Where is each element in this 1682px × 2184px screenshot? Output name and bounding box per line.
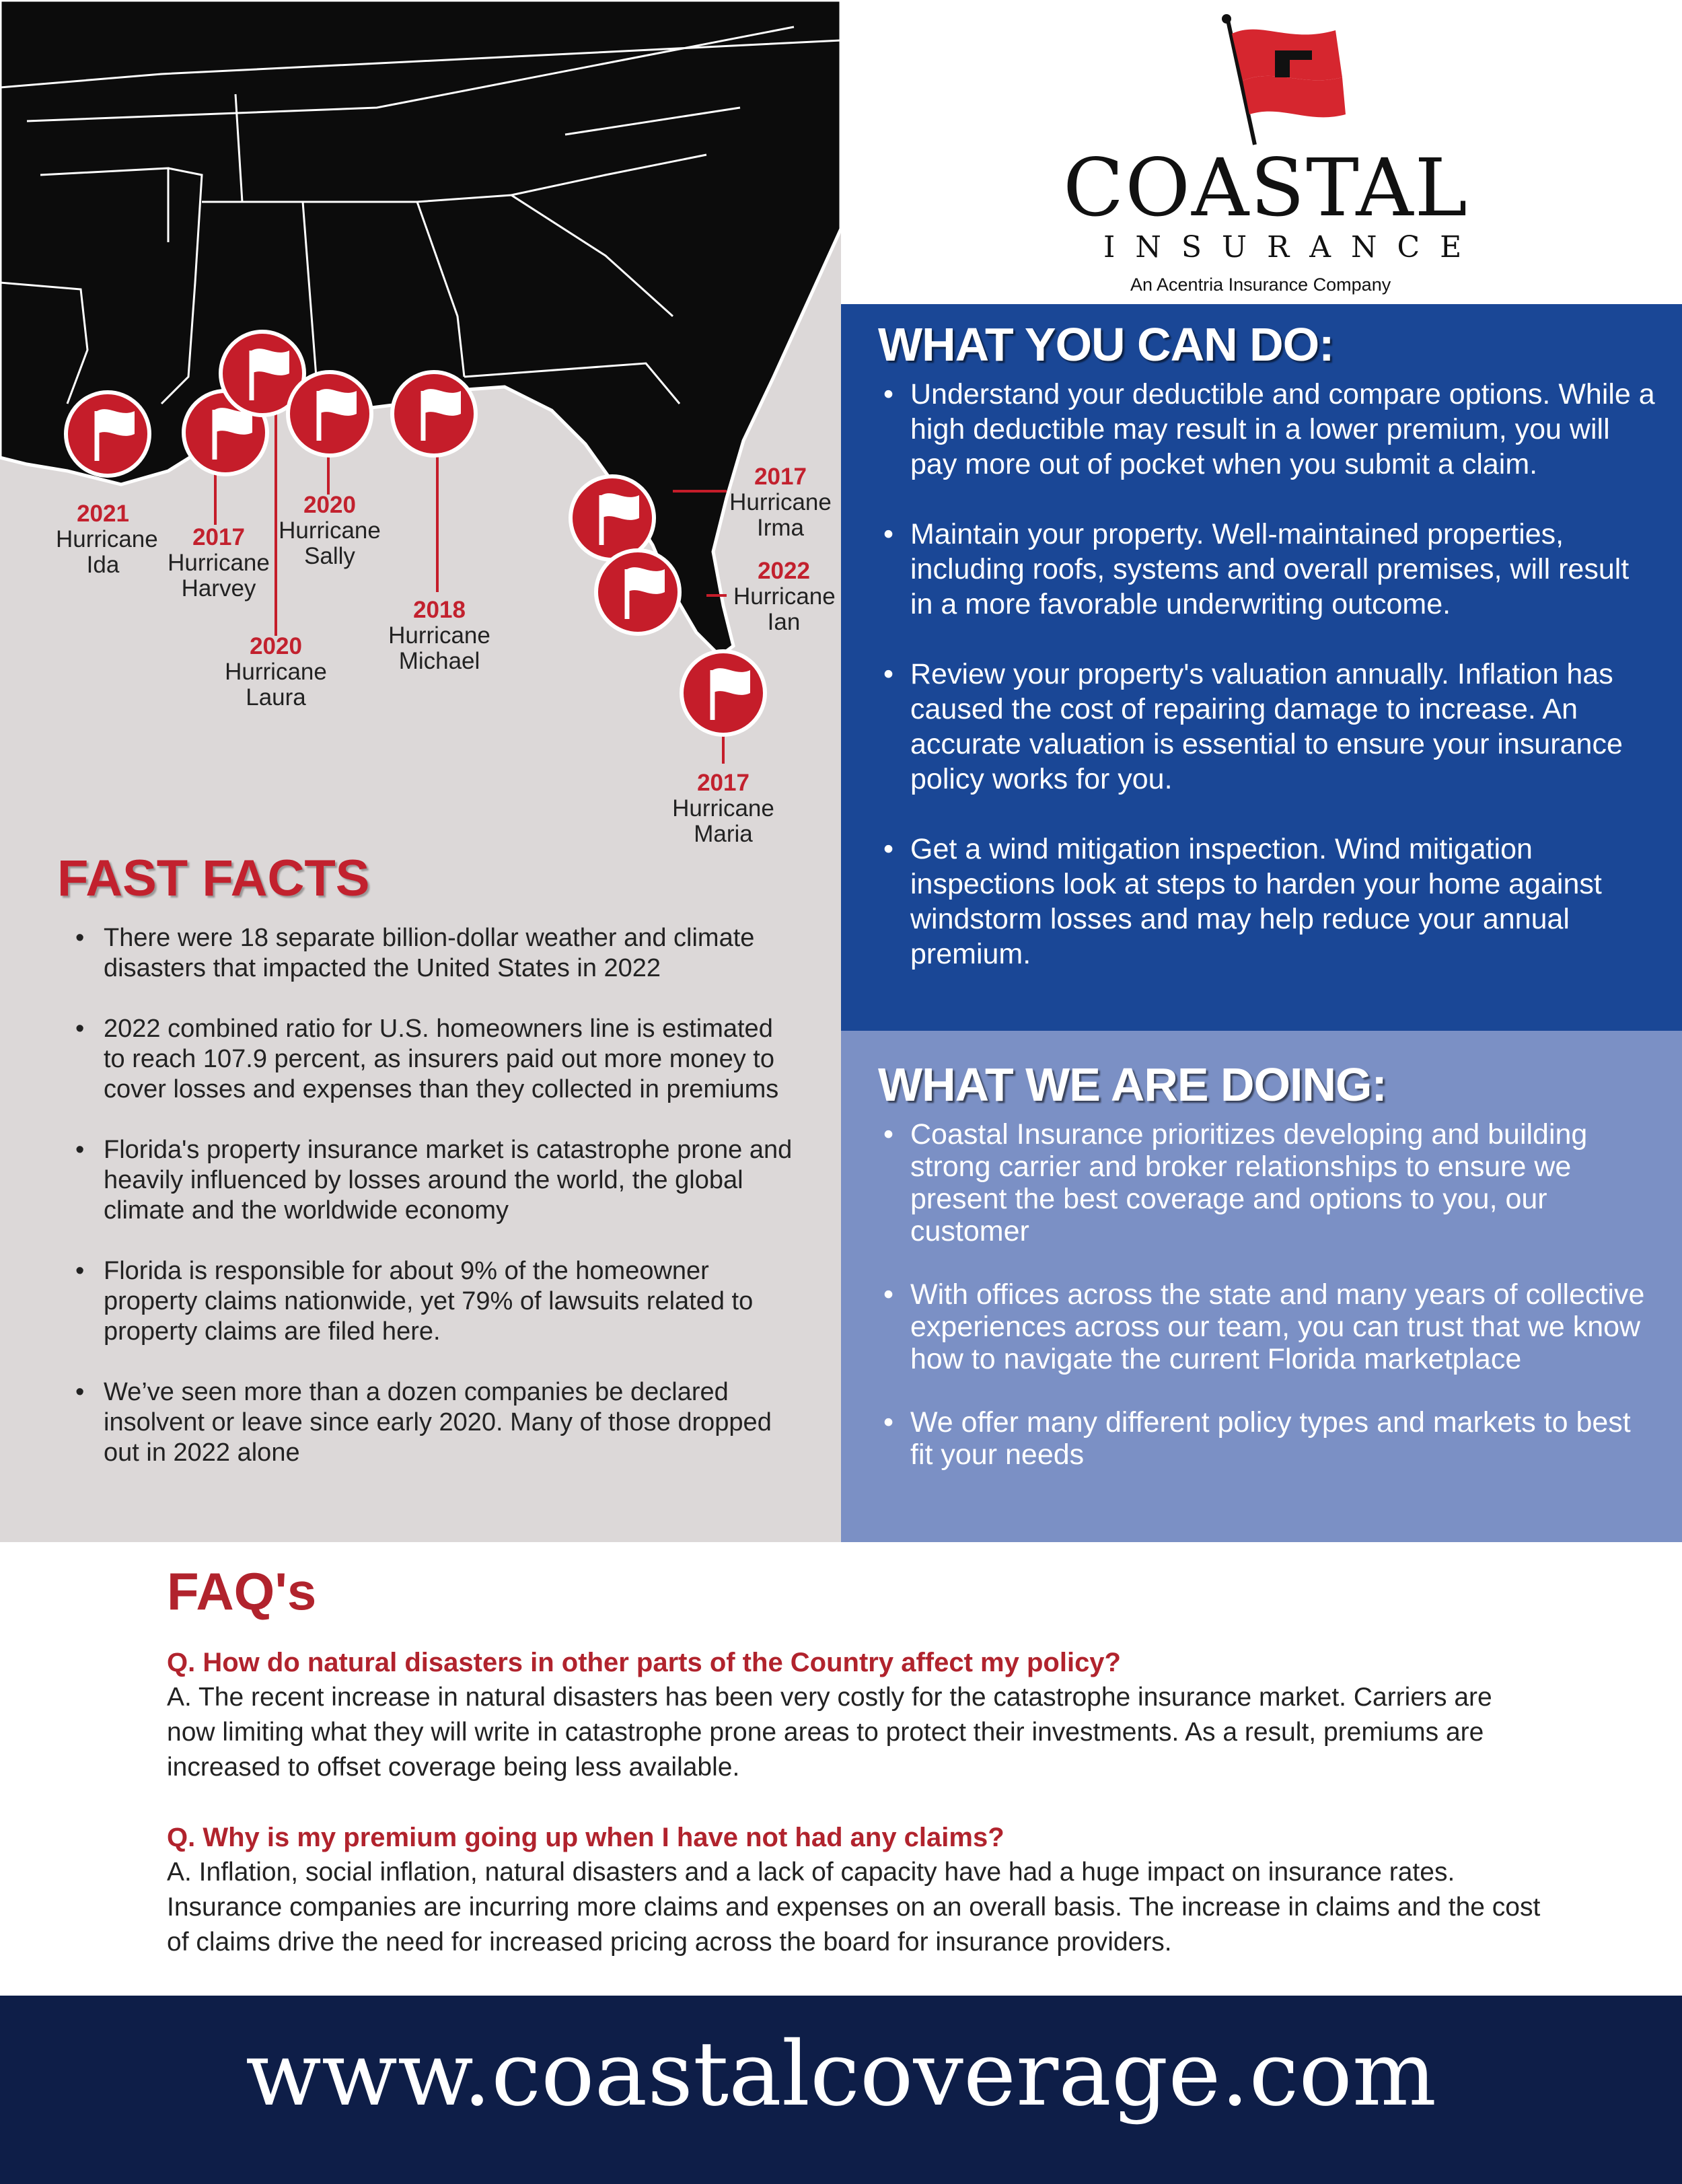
flag-pin-icon [288,372,371,456]
logo-wordmark: COASTAL [1063,141,1469,234]
what-we-are-doing-list [878,1118,1658,1471]
faq-answer: A. Inflation, social inflation, natural disasters and a lack of capacity have had a huge impact on insurance rates. Insurance companies are incurring more claims and expenses on an overall basis. The increase in claims and the cost of claims drive the need for increased pricing across the board for insurance providers. [167,1858,1541,1957]
what-you-can-do-title: WHAT YOU CAN DO: [878,318,1334,371]
faq-title: FAQ's [167,1562,317,1621]
hurricane-label: 2022 Hurricane Ian [733,558,836,635]
what-we-are-doing-title: WHAT WE ARE DOING: [878,1058,1387,1111]
southeast-us-map [0,0,841,848]
footer-banner [0,1996,1682,2184]
list-item: • Maintain your property. Well-maintained properties, including roofs, systems and overall premises, will result in a more favorable underwriting outcome. [878,517,1658,622]
list-item: • Florida's property insurance market is catastrophe prone and heavily influenced by losses around the world, the global climate and the worldwide economy [73,1135,799,1226]
website-link[interactable]: www.coastalcoverage.com [245,2023,1437,2126]
list-item: • With offices across the state and many years of collective experiences across our team, you can trust that we know how to navigate the current Florida marketplace [878,1278,1658,1375]
faq-answer: A. The recent increase in natural disasters has been very costly for the catastrophe insurance market. Carriers are now limiting what they will write in catastrophe prone areas to protect their investments. As a result, premiums are increased to offset coverage being less available. [167,1683,1492,1782]
faq-question: Q. How do natural disasters in other parts of the Country affect my policy? [167,1648,1121,1677]
flag-pin-icon [392,372,476,456]
fast-facts-title: FAST FACTS [57,850,370,907]
faq-question: Q. Why is my premium going up when I have not had any claims? [167,1823,1004,1852]
what-we-are-doing-section [841,1031,1682,1542]
flag-pin-icon [682,651,765,735]
faq-item [167,1645,1546,1785]
what-you-can-do-section [841,304,1682,1031]
hurricane-label: 2017 Hurricane Irma [729,464,832,541]
list-item: • Understand your deductible and compare options. While a high deductible may result in a lower premium, you will pay more out of pocket when you submit a claim. [878,377,1658,482]
list-item: • Review your property's valuation annually. Inflation has caused the cost of repairing damage to increase. An accurate valuation is essential to ensure your insurance policy works for you. [878,657,1658,797]
list-item: • There were 18 separate billion-dollar weather and climate disasters that impacted the United States in 2022 [73,923,799,984]
list-item: • We offer many different policy types and markets to best fit your needs [878,1406,1658,1471]
hurricane-label: 2017 Hurricane Harvey [168,524,270,602]
fast-facts-list [73,923,799,1498]
faq-item [167,1820,1546,1960]
logo-tagline: An Acentria Insurance Company [1130,275,1391,295]
list-item: • Get a wind mitigation inspection. Wind mitigation inspections look at steps to harden your home against windstorm losses and may help reduce your annual premium. [878,832,1658,972]
list-item: • Coastal Insurance prioritizes developing and building strong carrier and broker relationships to ensure we present the best coverage and options to you, our customer [878,1118,1658,1247]
hurricane-label: 2017 Hurricane Maria [672,770,774,847]
what-you-can-do-list [878,377,1658,972]
coastal-insurance-logo [1043,13,1480,296]
hurricane-label: 2020 Hurricane Laura [225,633,327,711]
flag-pin-icon [66,392,149,476]
flag-pin-icon [596,550,680,634]
list-item: • 2022 combined ratio for U.S. homeowners line is estimated to reach 107.9 percent, as insurers paid out more money to cover losses and expenses than they collected in premiums [73,1014,799,1105]
list-item: • Florida is responsible for about 9% of the homeowner property claims nationwide, yet 79% of lawsuits related to property claims are filed here. [73,1256,799,1347]
hurricane-label: 2021 Hurricane Ida [56,501,158,578]
list-item: • We’ve seen more than a dozen companies be declared insolvent or leave since early 2020. Many of those dropped out in 2022 alone [73,1377,799,1468]
flag-pin-icon [571,476,654,560]
logo-subtitle: INSURANCE [1103,230,1482,264]
flag-logo-icon [1208,13,1356,148]
hurricane-label: 2020 Hurricane Sally [279,492,381,569]
hurricane-label: 2018 Hurricane Michael [388,597,490,674]
